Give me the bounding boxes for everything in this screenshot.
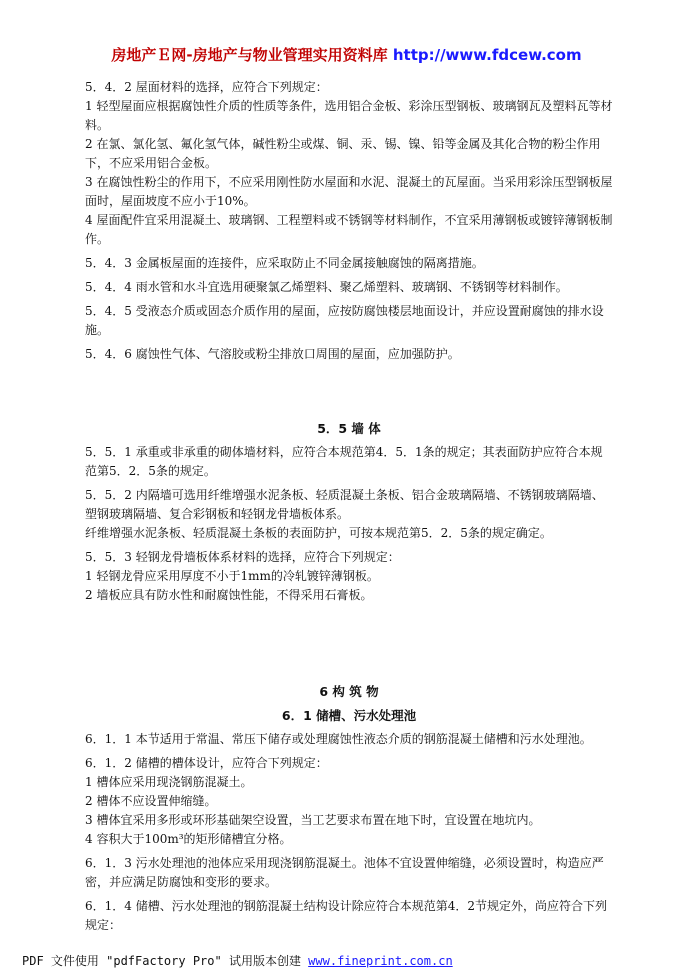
- document-body: [85, 78, 613, 940]
- clause-5-5-2-note: 纤维增强水泥条板、轻质混凝土条板的表面防护，可按本规范第5．2．5条的规定确定。: [85, 526, 552, 540]
- clause-5-4-3: 5．4．3 金属板屋面的连接件，应采取防止不同金属接触腐蚀的隔离措施。: [85, 256, 484, 270]
- clause-6-1-1: 6．1．1 本节适用于常温、常压下储存或处理腐蚀性液态介质的钢筋混凝土储槽和污水处理池。: [85, 732, 592, 746]
- clause-item: 2 槽体不应设置伸缩缝。: [85, 794, 217, 808]
- site-title: 房地产Ｅ网-房地产与物业管理实用资料库: [111, 46, 388, 64]
- clause-item: 1 槽体应采用现浇钢筋混凝土。: [85, 775, 253, 789]
- clause-5-4-5: 5．4．5 受液态介质或固态介质作用的屋面，应按防腐蚀楼层地面设计，并应设置耐腐蚀的排水设施。: [85, 304, 604, 337]
- clause-item: 2 在氯、氯化氢、氟化氢气体，碱性粉尘或煤、铜、汞、锡、镍、铅等金属及其化合物的粉尘作用下，不应采用铝合金板。: [85, 137, 601, 170]
- site-url-link[interactable]: http://www.fdcew.com: [392, 46, 582, 64]
- clause-item: 1 轻钢龙骨应采用厚度不小于1mm的冷轧镀锌薄钢板。: [85, 569, 379, 583]
- pdf-footer: [22, 952, 453, 969]
- clause-6-1-4: 6．1．4 储槽、污水处理池的钢筋混凝土结构设计除应符合本规范第4．2节规定外，尚应符合下列规定：: [85, 899, 607, 932]
- clause-item: 1 轻型屋面应根据腐蚀性介质的性质等条件，选用铝合金板、彩涂压型钢板、玻璃钢瓦及塑料瓦等材料。: [85, 99, 613, 132]
- clause-5-4-4: 5．4．4 雨水管和水斗宜选用硬聚氯乙烯塑料、聚乙烯塑料、玻璃钢、不锈钢等材料制作。: [85, 280, 568, 294]
- clause-item: 4 屋面配件宜采用混凝土、玻璃钢、工程塑料或不锈钢等材料制作，不宜采用薄钢板或镀锌薄钢板制作。: [85, 213, 613, 246]
- clause-5-4-6: 5．4．6 腐蚀性气体、气溶胶或粉尘排放口周围的屋面，应加强防护。: [85, 347, 460, 361]
- clause-item: 3 槽体宜采用多形或环形基础架空设置，当工艺要求布置在地下时，宜设置在地坑内。: [85, 813, 541, 827]
- clause-5-5-3: 5．5．3 轻钢龙骨墙板体系材料的选择，应符合下列规定：: [85, 550, 400, 564]
- clause-5-5-2: 5．5．2 内隔墙可选用纤维增强水泥条板、轻质混凝土条板、铝合金玻璃隔墙、不锈钢玻璃隔墙、塑钢玻璃隔墙、复合彩钢板和轻钢龙骨墙板体系。: [85, 488, 604, 521]
- clause-6-1-3: 6．1．3 污水处理池的池体应采用现浇钢筋混凝土。池体不宜设置伸缩缝，必须设置时，构造应严密，并应满足防腐蚀和变形的要求。: [85, 856, 604, 889]
- clause-item: 3 在腐蚀性粉尘的作用下，不应采用刚性防水屋面和水泥、混凝土的瓦屋面。当采用彩涂压型钢板屋面时，屋面坡度不应小于10%。: [85, 175, 613, 208]
- footer-link[interactable]: www.fineprint.com.cn: [308, 954, 453, 968]
- chapter-heading-6: 6 构 筑 物: [319, 684, 379, 699]
- footer-text: PDF 文件使用 "pdfFactory Pro" 试用版本创建: [22, 954, 309, 968]
- clause-item: 2 墙板应具有防水性和耐腐蚀性能，不得采用石膏板。: [85, 588, 373, 602]
- section-heading-5-5: 5．5 墙 体: [317, 421, 381, 436]
- section-heading-6-1: 6．1 储槽、污水处理池: [281, 708, 417, 723]
- clause-6-1-2: 6．1．2 储槽的槽体设计，应符合下列规定：: [85, 756, 328, 770]
- site-header: [0, 44, 693, 65]
- clause-5-4-2: 5．4．2 屋面材料的选择，应符合下列规定：: [85, 80, 328, 94]
- clause-item: 4 容积大于100m³的矩形储槽宜分格。: [85, 832, 292, 846]
- clause-5-5-1: 5．5．1 承重或非承重的砌体墙材料，应符合本规范第4．5．1条的规定；其表面防护应符合本规范第5．2．5条的规定。: [85, 445, 603, 478]
